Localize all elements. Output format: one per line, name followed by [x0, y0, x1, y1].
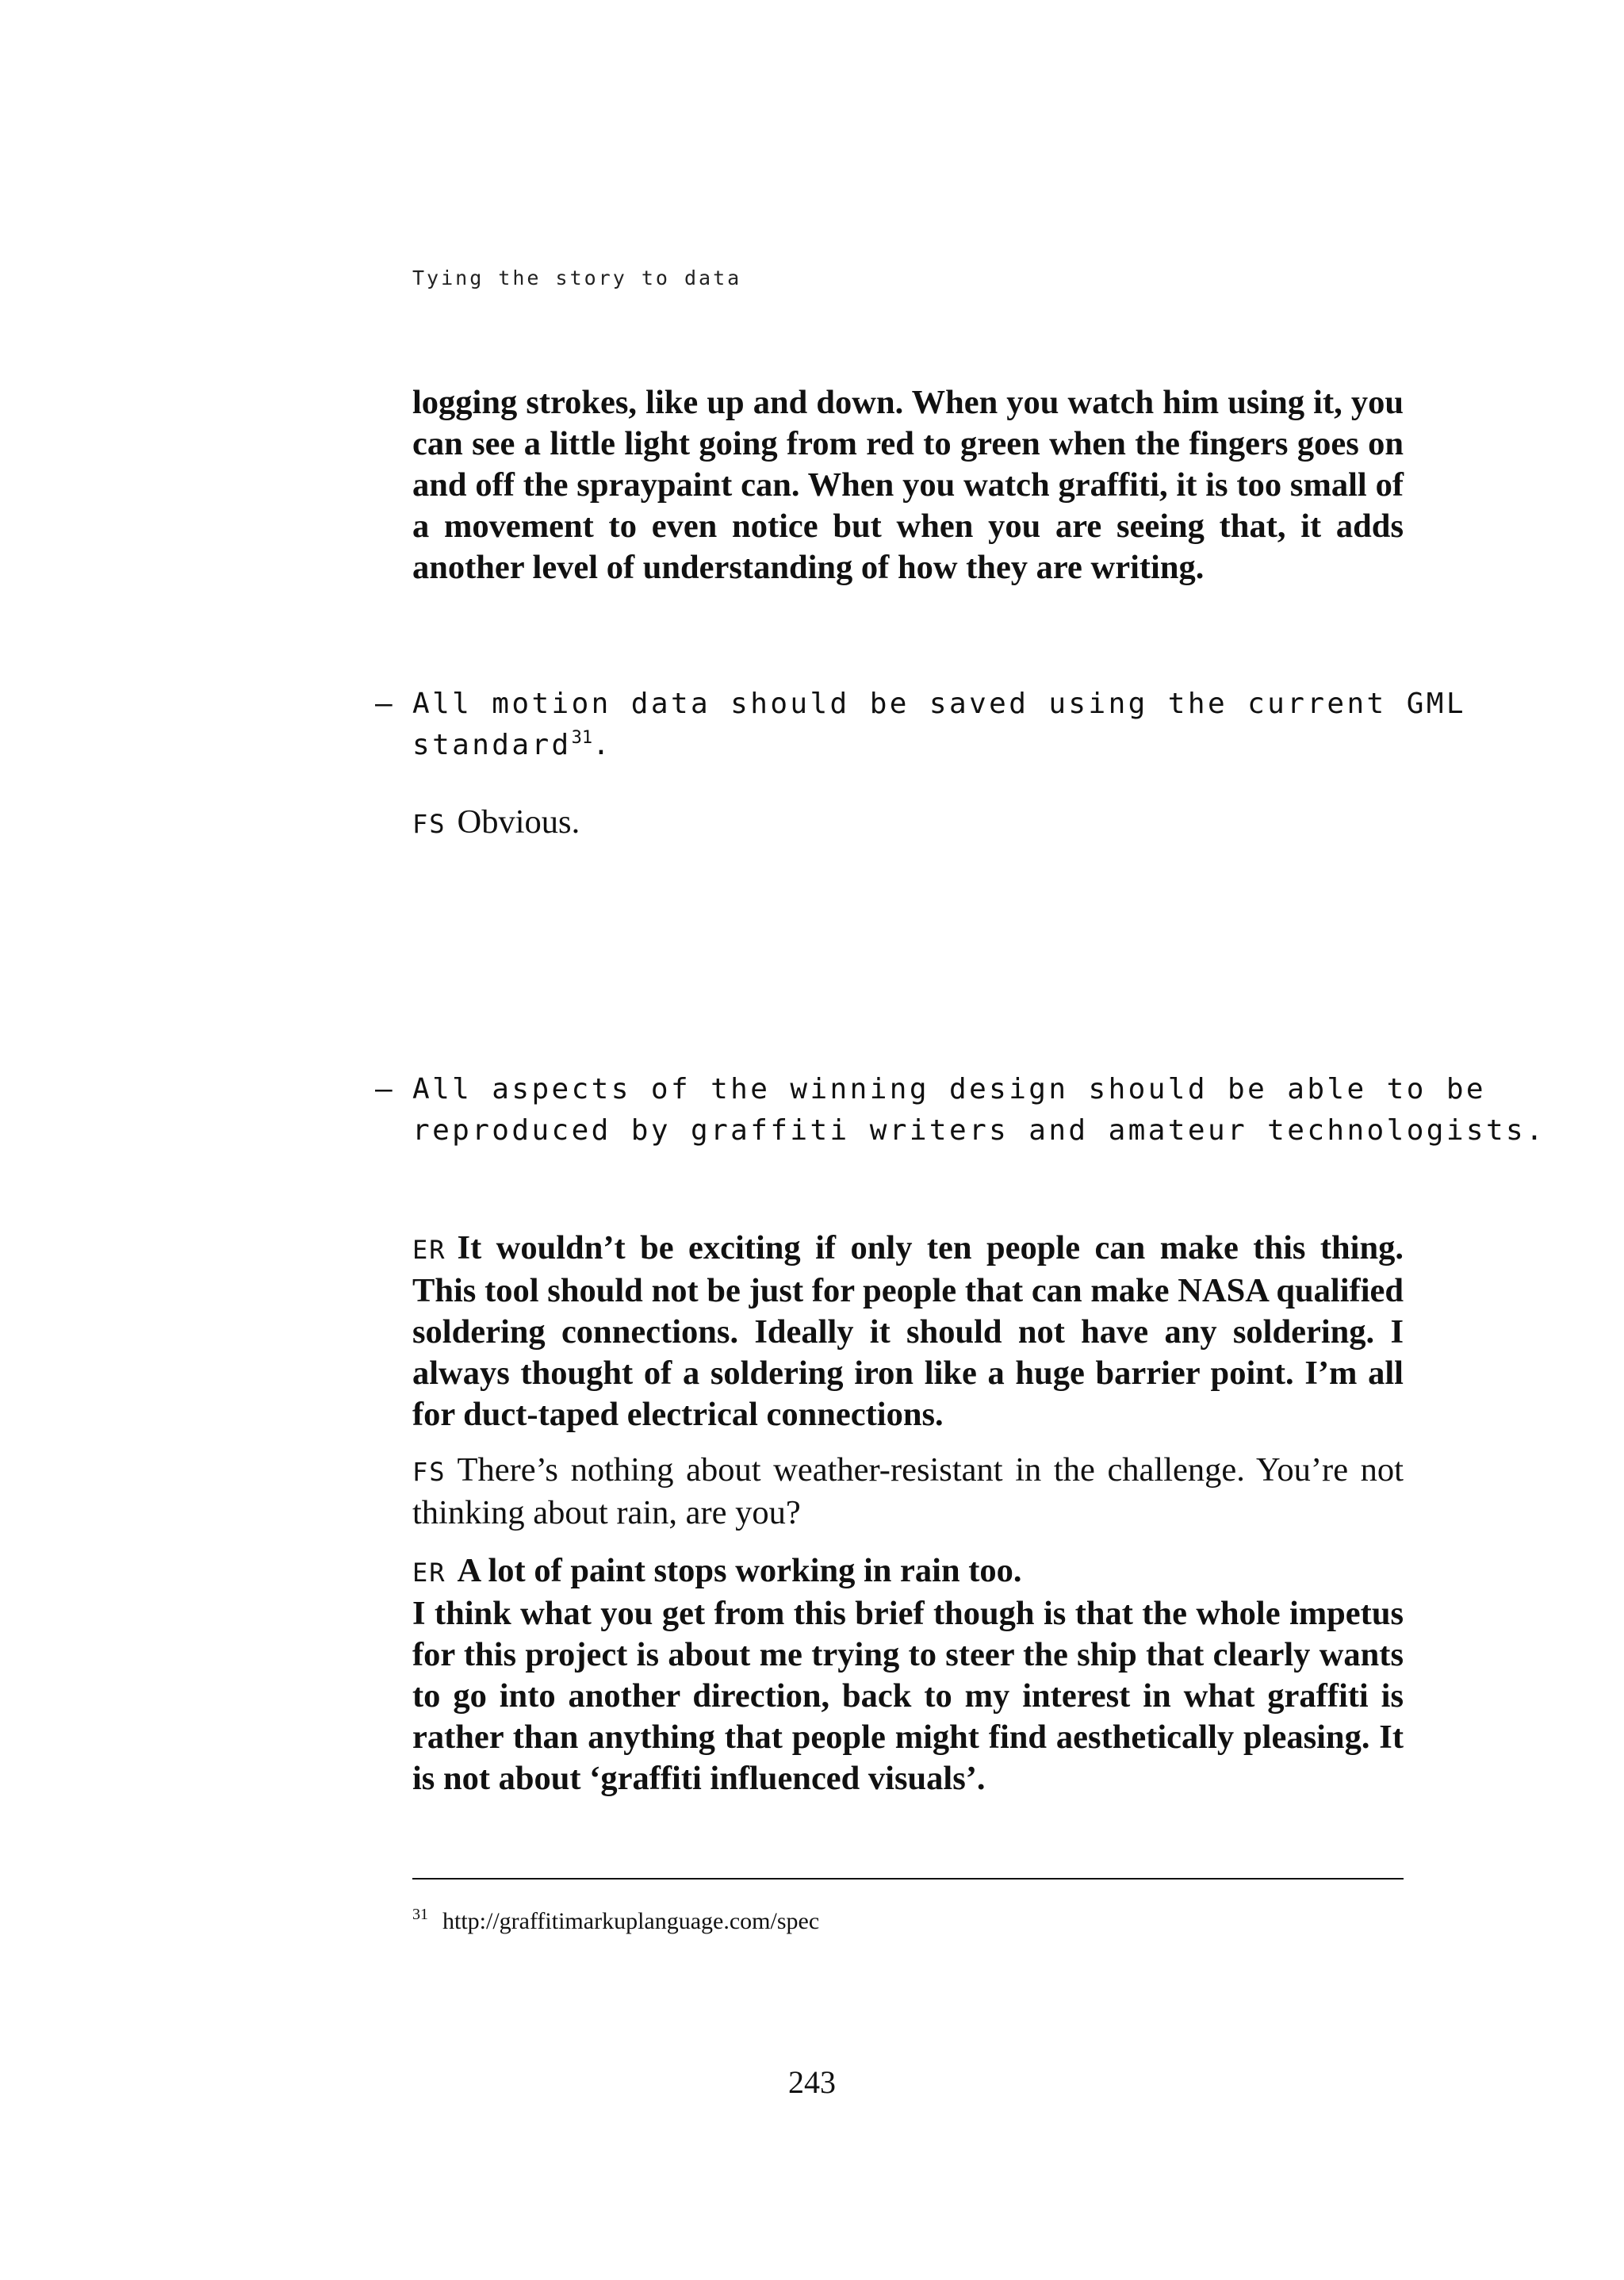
requirement-line-2-end: .	[592, 729, 613, 761]
response-first-line	[412, 1550, 1404, 1593]
response-fs-obvious	[412, 802, 1404, 845]
speaker-label: FS	[412, 809, 446, 839]
footnote-url[interactable]: http://graffitimarkuplanguage.com/spec	[442, 1908, 820, 1934]
response-line-1: A lot of paint stops working in rain too.	[457, 1552, 1022, 1589]
page-number: 243	[788, 2064, 836, 2100]
response-fs-weather	[412, 1450, 1404, 1534]
footnote-ref[interactable]: 31	[571, 728, 593, 748]
speaker-label: FS	[412, 1457, 446, 1487]
requirement-line-2-text: standard	[412, 729, 572, 761]
speaker-label: ER	[412, 1235, 446, 1265]
response-er-soldering	[412, 1228, 1404, 1435]
response-text: It wouldn’t be exciting if only ten people can make this thing. This tool should not be just for people that can make NASA qualified soldering connections. Ideally it should not have any soldering. I always thought of a soldering iron like a huge barrier point. I’m all for duct-taped electrical connections.	[412, 1229, 1404, 1433]
paragraph-continued: logging strokes, like up and down. When you watch him using it, you can see a little light going from red to green when the fingers goes on and off the spraypaint can. When you watch graffiti, it is too small of a movement to even notice but when you are seeing that, it adds another level of understanding of how they are writing.	[412, 384, 1404, 586]
requirement-reproducible	[375, 1069, 1565, 1151]
response-text: Obvious.	[457, 803, 580, 841]
response-text: I think what you get from this brief though is that the whole impetus for this project is about me trying to steer the ship that clearly wants to go into another direction, back to my interest in what graffiti is rather than anything that people might find aesthetically pleasing. It is not about ‘graffiti influenced visuals’.	[412, 1595, 1404, 1797]
requirement-dash: –	[375, 688, 396, 720]
running-header: Tying the story to data	[412, 266, 742, 289]
requirement-gml-standard	[375, 684, 1565, 766]
response-text: There’s nothing about weather-resistant in the challenge. You’re not thinking about rain, are you?	[412, 1451, 1404, 1531]
response-er-rain	[412, 1550, 1404, 1799]
footnote-divider	[412, 1878, 1404, 1880]
requirement-line-1: All motion data should be saved using the current GML	[412, 688, 1466, 720]
requirement-line-1: All aspects of the winning design should be able to be	[412, 1073, 1486, 1106]
requirement-line-2: reproduced by graffiti writers and amateur technologists.	[412, 1114, 1546, 1147]
requirement-dash: –	[375, 1073, 396, 1106]
footnote	[412, 1906, 819, 1937]
requirement-line-2	[375, 725, 1565, 766]
speaker-label: ER	[412, 1558, 446, 1588]
footnote-number: 31	[412, 1906, 428, 1923]
